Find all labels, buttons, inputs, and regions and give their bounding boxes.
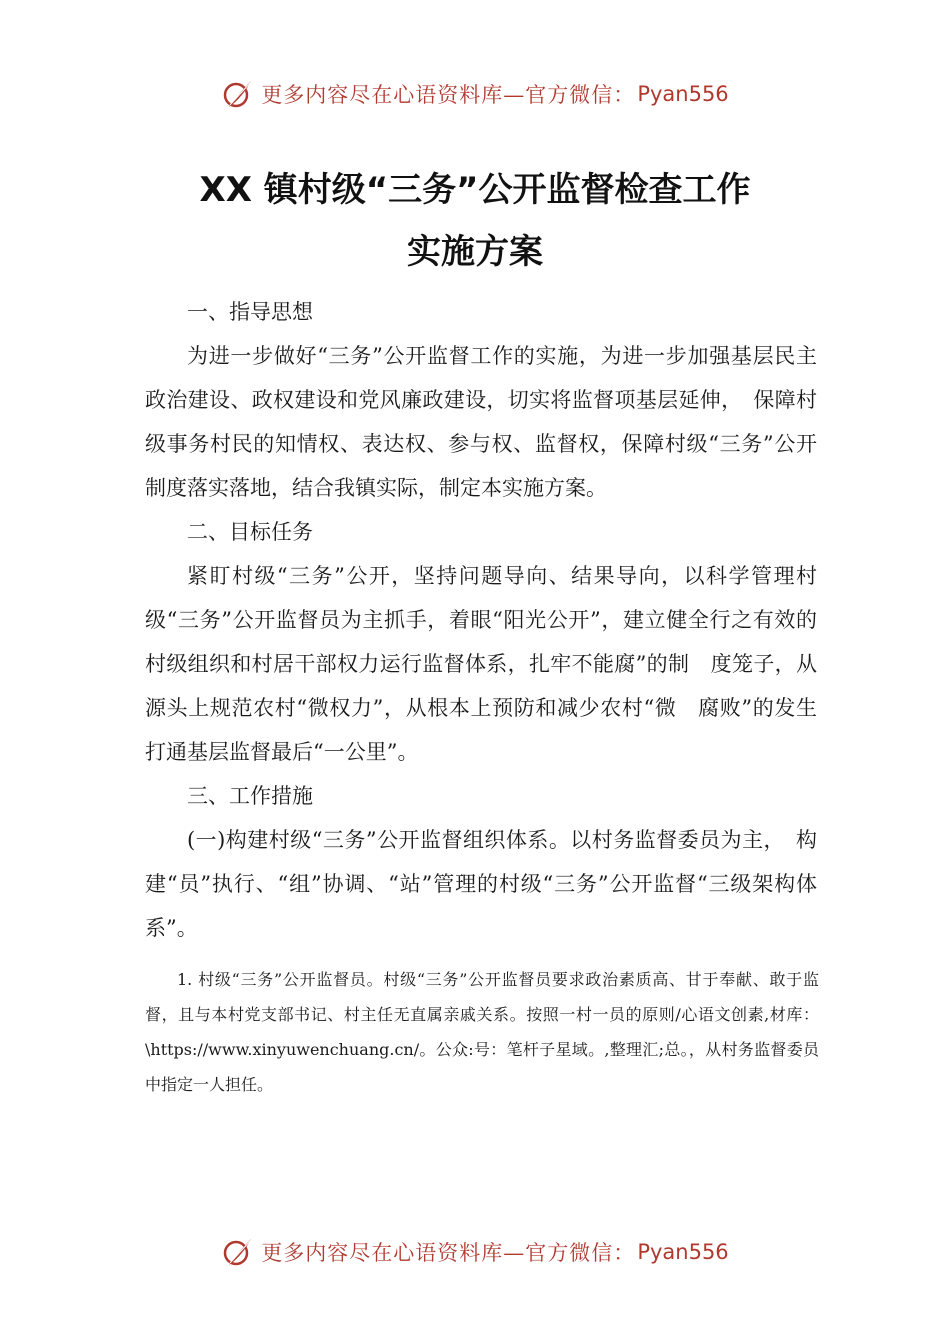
list-item-1: 1. 村级“三务”公开监督员。村级“三务”公开监督员要求政治素质高、甘于奉献、敢于监督，且与本村党支部书记、村主任无直属亲戚关系。按照一村一员的原则/心语文创素,材库：\https://www.xinyuwenchuang.cn/。公众:号：笔杆子星域。,整理汇;总。，从村务监督委员中指定一人担任。 [145,970,819,1094]
section-heading-1: 一、指导思想 [187,300,313,324]
section-paragraph-2: 紧盯村级“三务”公开，坚持问题导向、结果导向，以科学管理村级“三务”公开监督员为主抓手，着眼“阳光公开”，建立健全行之有效的村级组织和村居干部权力运行监督体系，扎牢不能腐”的制 度笼子，从源头上规范农村“微权力”，从根本上预防和减少农村“微 腐败”的发生打通基层监督最后“一公里”。 [145,564,817,764]
header-watermark-banner [0,74,950,114]
banner-account: Pyan556 [637,1240,729,1264]
banner-account: Pyan556 [637,82,729,106]
feather-logo-icon [221,1235,255,1269]
section-paragraph-1: 为进一步做好“三务”公开监督工作的实施，为进一步加强基层民主政治建设、政权建设和党风廉政建设，切实将监督项基层延伸， 保障村级事务村民的知情权、表达权、参与权、监督权，保障村级“三务”公开制度落实落地，结合我镇实际，制定本实施方案。 [145,344,817,500]
document-title-line1: XX 镇村级“三务”公开监督检查工作 [199,170,751,210]
document-title-line2: 实施方案 [407,232,543,272]
footer-watermark-banner [0,1232,950,1272]
document-body [145,290,817,950]
section-heading-3: 三、工作措施 [187,784,313,808]
section-paragraph-3: (一)构建村级“三务”公开监督组织体系。以村务监督委员为主， 构建“员”执行、“组”协调、“站”管理的村级“三务”公开监督“三级架构体系”。 [145,828,817,940]
banner-text: 更多内容尽在心语资料库—官方微信： [261,83,636,107]
small-print-item [145,962,819,1102]
section-heading-2: 二、目标任务 [187,520,313,544]
feather-logo-icon [221,77,255,111]
banner-text: 更多内容尽在心语资料库—官方微信： [261,1241,636,1265]
